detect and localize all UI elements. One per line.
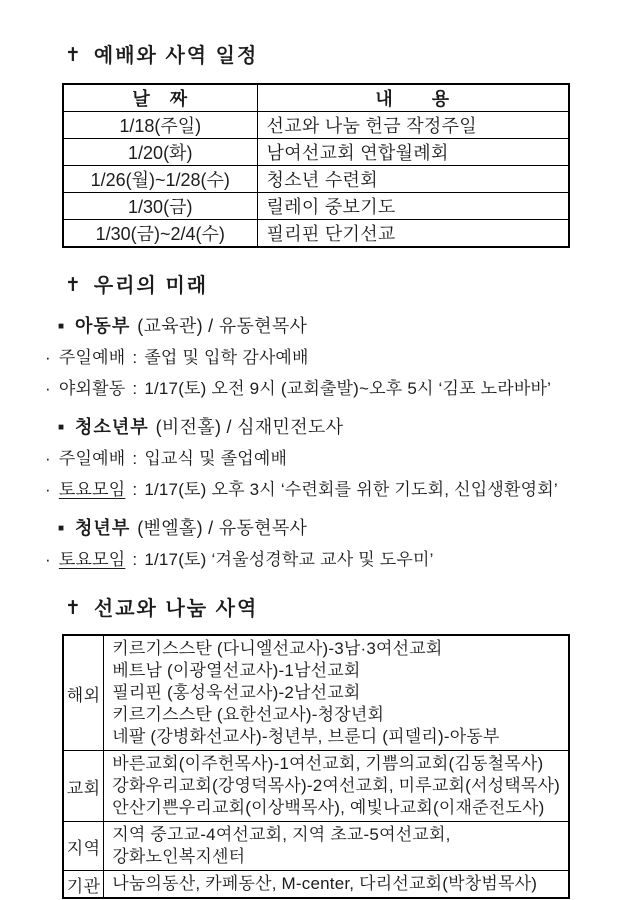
mission-category: 해외: [63, 635, 104, 751]
section-our-future: [45, 274, 608, 570]
mission-lines: [104, 635, 569, 751]
schedule-date: 1/20(화): [63, 139, 257, 166]
schedule-row: [63, 193, 569, 220]
group-name: 청소년부: [75, 417, 149, 437]
mission-sharing-title: [65, 597, 608, 621]
sub-item-label: 토요모임: [58, 550, 126, 569]
worship-schedule-title: [65, 44, 608, 68]
separator: :: [132, 449, 138, 468]
sub-item-text: 1/17(토) 오후 3시 ‘수련회를 위한 기도회, 신입생환영회’: [144, 480, 558, 499]
cross-icon: ✝: [65, 45, 81, 66]
mission-lines: [104, 751, 569, 822]
sub-item-sunday-worship: [45, 449, 608, 469]
mission-line: 필리핀 (홍성욱선교사)-2남선교회: [112, 683, 361, 702]
schedule-content: 필리핀 단기선교: [257, 220, 569, 248]
schedule-table: [62, 83, 570, 248]
sub-item-label: 주일예배: [58, 348, 126, 367]
schedule-date: 1/18(주일): [63, 112, 257, 139]
schedule-content: 릴레이 중보기도: [257, 193, 569, 220]
sub-item-saturday-meeting: [45, 480, 608, 500]
section-mission-sharing: [45, 597, 608, 899]
group-heading-children: [58, 316, 608, 337]
square-bullet-icon: ■: [58, 523, 65, 534]
section-worship-schedule: [45, 44, 608, 248]
schedule-date: 1/26(월)~1/28(수): [63, 166, 257, 193]
separator: :: [132, 550, 138, 569]
mission-line: 나눔의동산, 카페동산, M-center, 다리선교회(박창범목사): [112, 874, 538, 893]
sub-item-text: 1/17(토) 오전 9시 (교회출발)~오후 5시 ‘김포 노라바바’: [144, 379, 552, 398]
schedule-header-row: [63, 84, 569, 112]
separator: :: [132, 480, 138, 499]
schedule-row: [63, 112, 569, 139]
mission-line: 강화우리교회(강영덕목사)-2여선교회, 미루교회(서성택목사): [112, 776, 560, 795]
cross-icon: ✝: [65, 275, 81, 296]
separator: :: [132, 348, 138, 367]
mission-category: 기관: [63, 871, 104, 899]
mission-line: 베트남 (이광열선교사)-1남선교회: [112, 661, 361, 680]
schedule-content: 청소년 수련회: [257, 166, 569, 193]
separator: :: [132, 379, 138, 398]
our-future-title-text: 우리의 미래: [93, 275, 209, 297]
mission-sharing-title-text: 선교와 나눔 사역: [93, 598, 259, 620]
schedule-content-header: 내 용: [257, 84, 569, 112]
worship-schedule-title-text: 예배와 사역 일정: [93, 45, 259, 67]
sub-item-label: 주일예배: [58, 449, 126, 468]
dot-bullet-icon: ·: [45, 379, 51, 398]
cross-icon: ✝: [65, 598, 81, 619]
sub-item-text: 졸업 및 입학 감사예배: [144, 348, 309, 367]
schedule-date-header: 날 짜: [63, 84, 257, 112]
sub-item-outdoor-activity: [45, 379, 608, 399]
dot-bullet-icon: ·: [45, 449, 51, 468]
mission-lines: [104, 871, 569, 899]
group-heading-young-adults: [58, 518, 608, 539]
sub-item-label: 토요모임: [58, 480, 126, 499]
group-name: 아동부: [75, 316, 131, 336]
schedule-row: [63, 220, 569, 248]
schedule-content: 남여선교회 연합월례회: [257, 139, 569, 166]
group-heading-youth: [58, 417, 608, 438]
group-detail: (비전홀) / 심재민전도사: [155, 417, 344, 437]
dot-bullet-icon: ·: [45, 550, 51, 569]
mission-line: 네팔 (강병화선교사)-청년부, 브룬디 (피델리)-아동부: [112, 727, 500, 746]
mission-line: 키르기스스탄 (다니엘선교사)-3남·3여선교회: [112, 639, 443, 658]
square-bullet-icon: ■: [58, 321, 65, 332]
mission-line: 키르기스스탄 (요한선교사)-청장년회: [112, 705, 385, 724]
mission-category: 교회: [63, 751, 104, 822]
mission-line: 강화노인복지센터: [112, 847, 246, 866]
schedule-row: [63, 166, 569, 193]
mission-row-churches: [63, 751, 569, 822]
mission-line: 지역 중고교-4여선교회, 지역 초교-5여선교회,: [112, 825, 451, 844]
schedule-date: 1/30(금)~2/4(수): [63, 220, 257, 248]
mission-line: 바른교회(이주헌목사)-1여선교회, 기쁨의교회(김동철목사): [112, 754, 544, 773]
sub-item-sunday-worship: [45, 348, 608, 368]
sub-item-text: 입교식 및 졸업예배: [144, 449, 288, 468]
sub-item-saturday-meeting: [45, 550, 608, 570]
mission-line: 안산기쁜우리교회(이상백목사), 예빛나교회(이재준전도사): [112, 798, 545, 817]
square-bullet-icon: ■: [58, 422, 65, 433]
group-name: 청년부: [75, 518, 131, 538]
schedule-date: 1/30(금): [63, 193, 257, 220]
our-future-title: [65, 274, 608, 298]
mission-row-institutions: [63, 871, 569, 899]
dot-bullet-icon: ·: [45, 480, 51, 499]
group-detail: (교육관) / 유동현목사: [137, 316, 308, 336]
mission-category: 지역: [63, 822, 104, 871]
mission-row-local: [63, 822, 569, 871]
mission-table: [62, 634, 570, 899]
sub-item-text: 1/17(토) ‘겨울성경학교 교사 및 도우미’: [144, 550, 434, 569]
schedule-content: 선교와 나눔 헌금 작정주일: [257, 112, 569, 139]
dot-bullet-icon: ·: [45, 348, 51, 367]
schedule-row: [63, 139, 569, 166]
sub-item-label: 야외활동: [58, 379, 126, 398]
mission-lines: [104, 822, 569, 871]
mission-row-overseas: [63, 635, 569, 751]
group-detail: (벧엘홀) / 유동현목사: [137, 518, 308, 538]
